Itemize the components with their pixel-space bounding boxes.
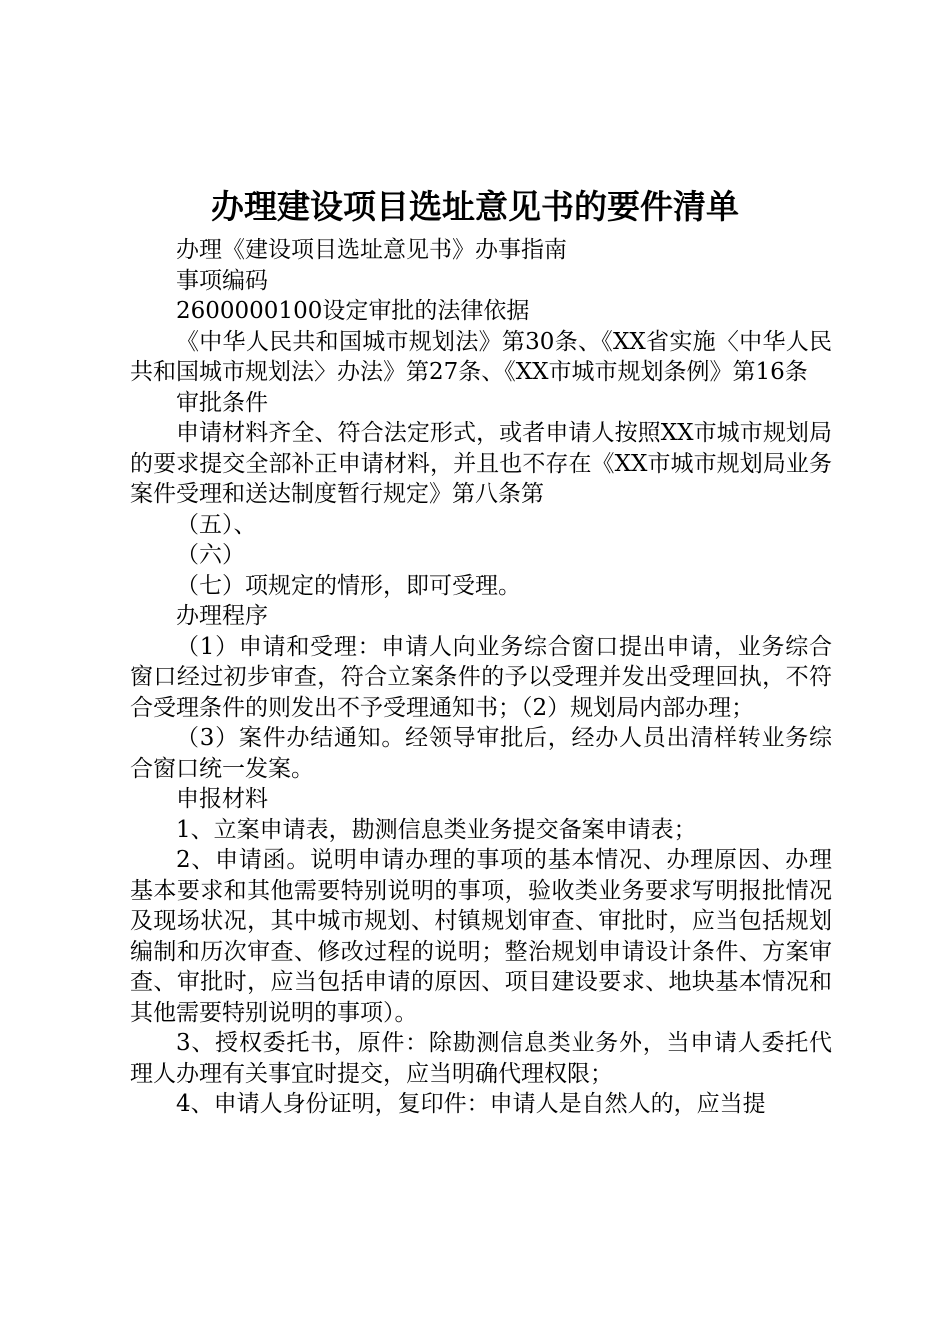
paragraph-procedure-steps: （1）申请和受理：申请人向业务综合窗口提出申请，业务综合窗口经过初步审查，符合立案条件的予以受理并发出受理回执，不符合受理条件的则发出不予受理通知书；（2）规划局内部办理； xyxy=(130,633,832,721)
document-title: 办理建设项目选址意见书的要件清单 xyxy=(211,187,739,226)
paragraph-approval-conditions: 申请材料齐全、符合法定形式，或者申请人按照XX市城市规划局的要求提交全部补正申请材料，并且也不存在《XX市城市规划局业务案件受理和送达制度暂行规定》第八条第 xyxy=(130,420,832,507)
paragraph-material-3: 3、授权委托书，原件：除勘测信息类业务外，当申请人委托代理人办理有关事宜时提交，应当明确代理权限； xyxy=(130,1030,832,1087)
document-body xyxy=(130,235,832,1120)
paragraph-material-4: 4、申请人身份证明，复印件：申请人是自然人的，应当提 xyxy=(176,1091,766,1117)
paragraph-procedure-heading: 办理程序 xyxy=(176,603,268,629)
paragraph-clause-6: （六） xyxy=(176,542,245,568)
paragraph-legal-basis: 《中华人民共和国城市规划法》第30条、《XX省实施〈中华人民共和国城市规划法〉办法》第27条、《XX市城市规划条例》第16条 xyxy=(130,328,832,385)
paragraph-material-1: 1、立案申请表，勘测信息类业务提交备案申请表； xyxy=(176,816,697,843)
paragraph-procedure-notice: （3）案件办结通知。经领导审批后，经办人员出清样转业务综合窗口统一发案。 xyxy=(130,725,832,782)
paragraph-item-code-label: 事项编码 xyxy=(176,267,268,294)
paragraph-guide-heading: 办理《建设项目选址意见书》办事指南 xyxy=(176,237,567,263)
paragraph-clause-7: （七）项规定的情形，即可受理。 xyxy=(176,572,521,599)
paragraph-approval-conditions-heading: 审批条件 xyxy=(176,389,268,416)
paragraph-clause-5: （五）、 xyxy=(176,511,257,538)
paragraph-material-2: 2、申请函。说明申请办理的事项的基本情况、办理原因、办理基本要求和其他需要特别说明的事项，验收类业务要求写明报批情况及现场状况，其中城市规划、村镇规划审查、审批时，应当包括规划编制和历次审查、修改过程的说明；整治规划申请设计条件、方案审查、审批时，应当包括申请的原因、项目建设要求、地块基本情况和其他需要特别说明的事项）。 xyxy=(130,847,832,1026)
paragraph-materials-heading: 申报材料 xyxy=(176,786,268,812)
paragraph-item-code-value: 2600000100设定审批的法律依据 xyxy=(176,298,530,324)
